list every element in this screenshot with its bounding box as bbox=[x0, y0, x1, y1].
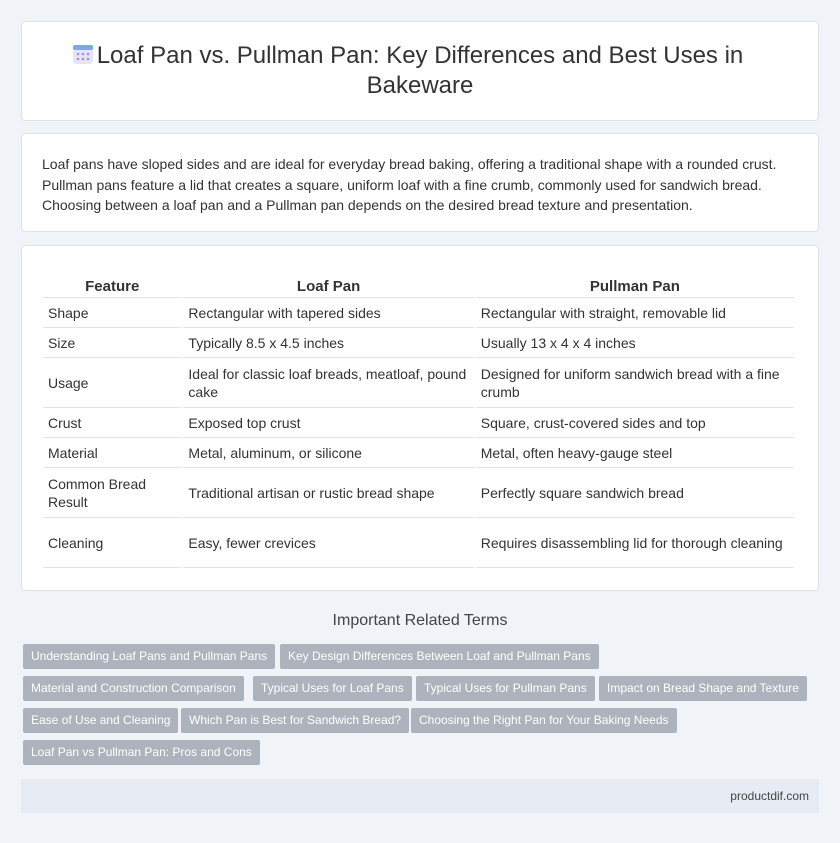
row-loaf-value: Ideal for classic loaf breads, meatloaf, pound cake bbox=[183, 358, 473, 408]
related-term-tag[interactable]: Material and Construction Comparison bbox=[23, 676, 244, 701]
row-loaf-value: Typically 8.5 x 4.5 inches bbox=[183, 328, 473, 358]
row-loaf-value: Traditional artisan or rustic bread shape bbox=[183, 468, 473, 518]
row-pullman-value: Requires disassembling lid for thorough cleaning bbox=[476, 518, 794, 568]
related-term-tag[interactable]: Understanding Loaf Pans and Pullman Pans bbox=[23, 644, 275, 669]
table-row bbox=[43, 518, 794, 568]
row-loaf-value: Exposed top crust bbox=[183, 408, 473, 438]
row-feature: Crust bbox=[43, 408, 181, 438]
related-term-tag[interactable]: Typical Uses for Pullman Pans bbox=[416, 676, 595, 701]
related-term-tag[interactable]: Ease of Use and Cleaning bbox=[23, 708, 178, 733]
intro-text: Loaf pans have sloped sides and are ideal for everyday bread baking, offering a traditional shape with a rounded crust. Pullman pans feature a lid that creates a square, uniform loaf with a fine crumb, commonly used for sandwich bread. Choosing between a loaf pan and a Pullman pan depends on the desired bread texture and presentation. bbox=[42, 156, 777, 213]
row-feature: Usage bbox=[43, 358, 181, 408]
header-pullman-pan: Pullman Pan bbox=[476, 274, 794, 298]
row-feature: Shape bbox=[43, 298, 181, 328]
row-loaf-value: Rectangular with tapered sides bbox=[183, 298, 473, 328]
row-loaf-value: Easy, fewer crevices bbox=[183, 518, 473, 568]
row-pullman-value: Rectangular with straight, removable lid bbox=[476, 298, 794, 328]
table-row bbox=[43, 358, 794, 408]
row-pullman-value: Designed for uniform sandwich bread with a fine crumb bbox=[476, 358, 794, 408]
row-pullman-value: Perfectly square sandwich bread bbox=[476, 468, 794, 518]
row-pullman-value: Usually 13 x 4 x 4 inches bbox=[476, 328, 794, 358]
related-terms-heading: Important Related Terms bbox=[332, 612, 508, 629]
row-feature: Size bbox=[43, 328, 181, 358]
row-feature: Material bbox=[43, 438, 181, 468]
table-row bbox=[43, 298, 794, 328]
comparison-table-card bbox=[21, 245, 819, 591]
table-row bbox=[43, 328, 794, 358]
comparison-table bbox=[41, 274, 796, 568]
table-row bbox=[43, 468, 794, 518]
related-term-tag[interactable]: Choosing the Right Pan for Your Baking Needs bbox=[411, 708, 677, 733]
title-wrap bbox=[70, 41, 770, 101]
table-header-row bbox=[43, 274, 794, 298]
related-term-tag[interactable]: Loaf Pan vs Pullman Pan: Pros and Cons bbox=[23, 740, 260, 765]
intro-card bbox=[21, 133, 819, 232]
related-term-tag[interactable]: Which Pan is Best for Sandwich Bread? bbox=[181, 708, 409, 733]
related-term-tag[interactable]: Typical Uses for Loaf Pans bbox=[253, 676, 412, 701]
related-term-tag[interactable]: Key Design Differences Between Loaf and Pullman Pans bbox=[280, 644, 599, 669]
header-feature: Feature bbox=[43, 274, 181, 298]
page-title: Loaf Pan vs. Pullman Pan: Key Differences and Best Uses in Bakeware bbox=[96, 42, 744, 99]
title-card bbox=[21, 21, 819, 121]
calendar-grid-icon bbox=[72, 43, 94, 65]
row-feature: Cleaning bbox=[43, 518, 181, 568]
table-row bbox=[43, 438, 794, 468]
row-feature: Common Bread Result bbox=[43, 468, 181, 518]
footer bbox=[21, 779, 819, 813]
row-pullman-value: Square, crust-covered sides and top bbox=[476, 408, 794, 438]
row-pullman-value: Metal, often heavy-gauge steel bbox=[476, 438, 794, 468]
related-term-tag[interactable]: Impact on Bread Shape and Texture bbox=[599, 676, 807, 701]
footer-site[interactable]: productdif.com bbox=[730, 789, 809, 803]
header-loaf-pan: Loaf Pan bbox=[183, 274, 473, 298]
row-loaf-value: Metal, aluminum, or silicone bbox=[183, 438, 473, 468]
table-row bbox=[43, 408, 794, 438]
